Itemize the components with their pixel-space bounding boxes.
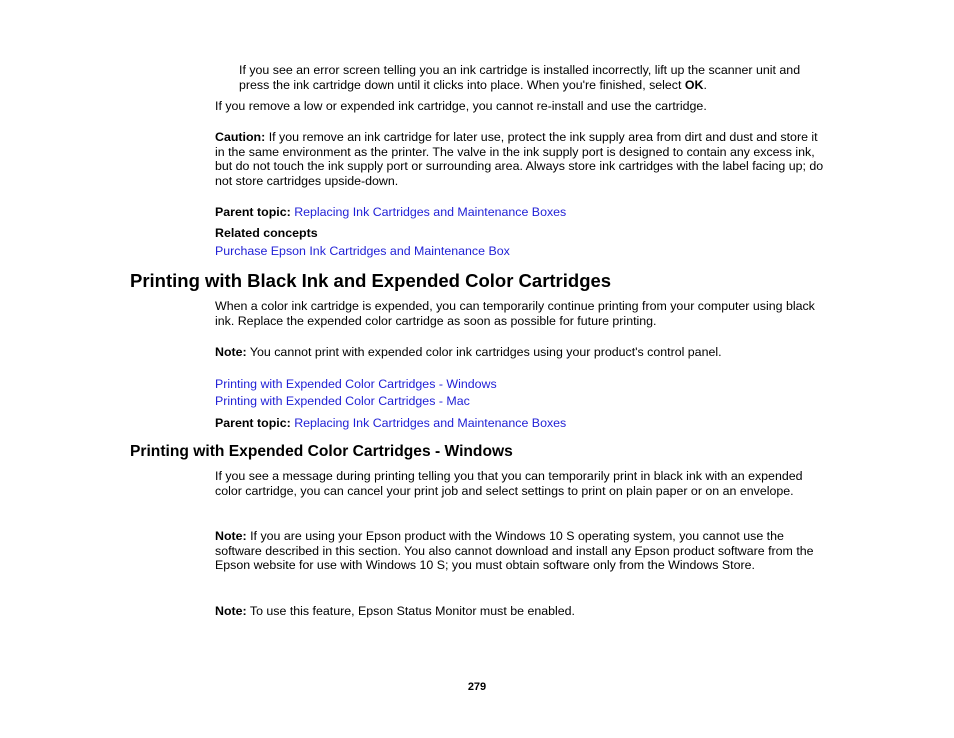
parent-topic-link[interactable]: Replacing Ink Cartridges and Maintenance Boxes: [294, 205, 567, 219]
caution-paragraph: [215, 130, 825, 188]
parent-topic-link-2[interactable]: Replacing Ink Cartridges and Maintenance Boxes: [294, 416, 567, 430]
related-concepts-label: [215, 226, 318, 241]
caution-text: If you remove an ink cartridge for later use, protect the ink supply area from dirt and dust and store it in the same environment as the printer. The valve in the ink supply port is designed to contain any excess ink, but do not touch the ink supply port or surrounding area. Always store ink cartridges with the label facing up; do not store cartridges upside-down.: [215, 130, 824, 188]
link-mac-line: [215, 394, 470, 409]
note-control-panel-text: You cannot print with expended color ink cartridges using your product's control panel.: [246, 345, 722, 359]
windows-paragraph: If you see a message during printing telling you that you can temporarily print in black ink with an expended color cartridge, you can cancel your print job and select settings to print on plain paper or on an envelope.: [215, 469, 803, 498]
related-concepts-line: [215, 244, 510, 259]
error-screen-text: If you see an error screen telling you an ink cartridge is installed incorrectly, lift up the scanner unit and press the ink cartridge down until it clicks into place. When you're finished, select: [239, 63, 801, 92]
heading-windows: Printing with Expended Color Cartridges - Windows: [130, 443, 513, 460]
ok-label: OK: [684, 77, 704, 92]
parent-topic-label: Parent topic:: [215, 205, 291, 219]
caution-label: Caution:: [215, 130, 266, 144]
parent-topic-line: [215, 205, 825, 220]
heading-black-ink: Printing with Black Ink and Expended Color Cartridges: [130, 270, 612, 291]
note-label: Note:: [215, 345, 247, 359]
note-status-monitor-text: To use this feature, Epson Status Monitor must be enabled.: [246, 604, 575, 618]
related-concepts-heading: Related concepts: [215, 226, 318, 240]
parent-topic-label-2: Parent topic:: [215, 416, 291, 430]
note-windows10s-paragraph: [215, 529, 825, 573]
note-control-panel-paragraph: [215, 345, 825, 360]
black-ink-paragraph: When a color ink cartridge is expended, you can temporarily continue printing from your computer using black ink. Replace the expended color cartridge as soon as possible for future printing.: [215, 299, 815, 328]
link-windows[interactable]: Printing with Expended Color Cartridges - Windows: [215, 377, 497, 391]
related-concepts-link[interactable]: Purchase Epson Ink Cartridges and Maintenance Box: [215, 244, 510, 258]
error-screen-paragraph: [239, 63, 819, 92]
page-number: 279: [467, 681, 487, 693]
error-screen-text-end: .: [703, 77, 707, 92]
remove-cartridge-paragraph: If you remove a low or expended ink cartridge, you cannot re-install and use the cartridge.: [215, 99, 707, 113]
note-label-3: Note:: [215, 604, 247, 618]
note-label-2: Note:: [215, 529, 247, 543]
parent-topic-line-2: [215, 416, 825, 431]
link-mac[interactable]: Printing with Expended Color Cartridges - Mac: [215, 394, 470, 408]
note-status-monitor-paragraph: [215, 604, 825, 619]
link-windows-line: [215, 377, 497, 392]
note-windows10s-text: If you are using your Epson product with the Windows 10 S operating system, you cannot use the software described in this section. You also cannot download and install any Epson product software from the Epson website for use with Windows 10 S; you must obtain software only from the Windows Store.: [215, 529, 814, 573]
